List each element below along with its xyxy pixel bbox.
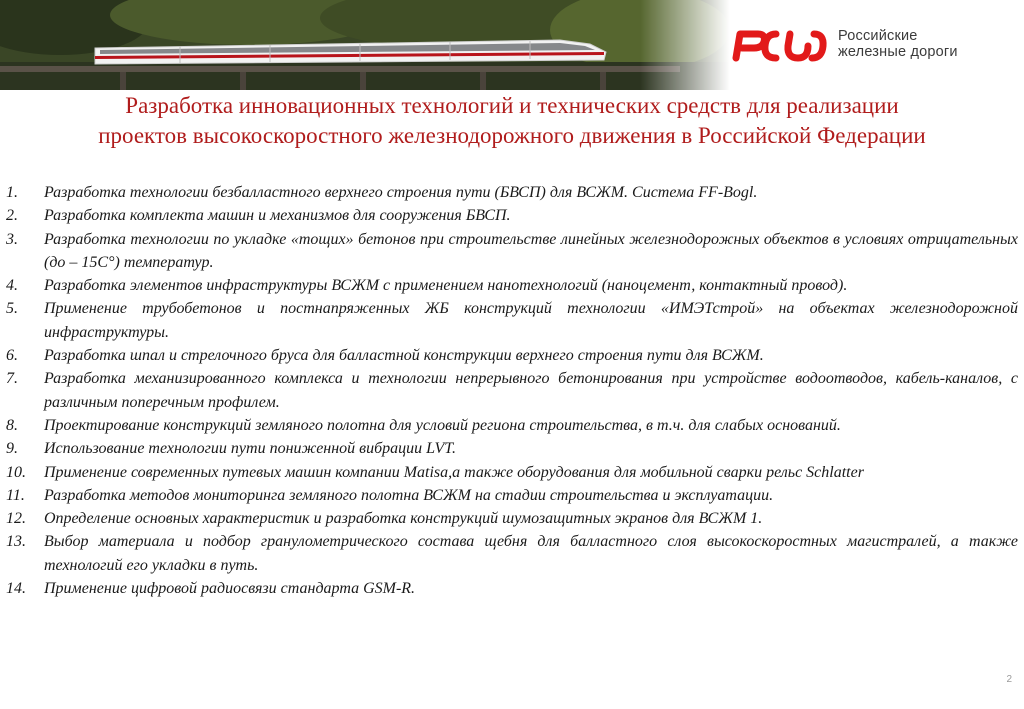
- list-item-number: 12.: [6, 510, 26, 528]
- photo-fade: [640, 0, 730, 90]
- list-item-number: 9.: [6, 440, 18, 458]
- list-item: [6, 414, 1018, 437]
- list-item-number: 14.: [6, 580, 26, 598]
- list-item-number: 1.: [6, 184, 18, 201]
- rzd-logo-mark-icon: [728, 24, 830, 64]
- list-item: [6, 344, 1018, 367]
- list-item: [6, 484, 1018, 507]
- list-item-text: Применение современных путевых машин компании Matisa,а также оборудования для мобильной сварки рельс Schlatter: [44, 463, 864, 481]
- logo-line-2: железные дороги: [838, 44, 958, 60]
- list-item-text: Разработка элементов инфраструктуры ВСЖМ с применением нанотехнологий (наноцемент, контактный провод).: [44, 277, 848, 295]
- list-item-number: 6.: [6, 347, 18, 365]
- list-item: [6, 530, 1018, 577]
- list-item-number: 8.: [6, 416, 18, 434]
- list-item: [6, 297, 1018, 344]
- list-item-number: 13.: [6, 533, 26, 551]
- list-item-number: 5.: [6, 300, 18, 318]
- list-item-number: 11.: [6, 486, 25, 504]
- list-item-number: 3.: [6, 230, 18, 248]
- header-band: [0, 0, 1024, 90]
- list-item: [6, 228, 1018, 275]
- list-item-text: Выбор материала и подбор гранулометрического состава щебня для балластного слоя высокоскоростных магистралей, а также технологий его укладки в путь.: [44, 533, 1018, 574]
- development-list: [6, 181, 1018, 600]
- list-item: [6, 437, 1018, 460]
- list-item: [6, 577, 1018, 600]
- list-item-number: 10.: [6, 463, 26, 481]
- list-item-text: Применение цифровой радиосвязи стандарта GSM-R.: [44, 580, 416, 598]
- train-illustration: [0, 0, 730, 90]
- list-item-text: Разработка методов мониторинга земляного полотна ВСЖМ на стадии строительства и эксплуатации.: [44, 486, 774, 504]
- list-item-text: Использование технологии пути пониженной вибрации LVT.: [44, 440, 456, 458]
- page-number: 2: [1006, 674, 1012, 685]
- list-item-text: Разработка технологии по укладке «тощих» бетонов при строительстве линейных железнодорожных объектов в условиях отрицательных (до – 15С°) температур.: [44, 230, 1018, 271]
- list-item-text: Разработка комплекта машин и механизмов для сооружения БВСП.: [44, 207, 511, 225]
- list-item-text: Проектирование конструкций земляного полотна для условий региона строительства, в т.ч. для слабых оснований.: [44, 416, 841, 434]
- list-item: [6, 461, 1018, 484]
- title-line-1: Разработка инновационных технологий и технических средств для реализации: [125, 93, 899, 118]
- list-item: [6, 507, 1018, 530]
- list-item-number: 2.: [6, 207, 18, 225]
- list-item-number: 4.: [6, 277, 18, 295]
- list-item-text: Разработка механизированного комплекса и технологии непрерывного бетонирования при устройстве водоотводов, кабель-каналов, с различным поперечным профилем.: [44, 370, 1018, 411]
- list-item: [6, 274, 1018, 297]
- logo-line-1: Российские: [838, 28, 918, 44]
- list-item: [6, 181, 1018, 204]
- page-title: [10, 91, 1014, 151]
- rzd-logo: [728, 22, 1008, 66]
- title-line-2: проектов высокоскоростного железнодорожного движения в Российской Федерации: [98, 123, 926, 148]
- train-photo: [0, 0, 730, 90]
- list-item: [6, 204, 1018, 227]
- list-item-number: 7.: [6, 370, 18, 388]
- list-item-text: Определение основных характеристик и разработка конструкций шумозащитных экранов для ВСЖМ 1.: [44, 510, 763, 528]
- list-item-text: Разработка шпал и стрелочного бруса для балластной конструкции верхнего строения пути для ВСЖМ.: [44, 347, 764, 365]
- list-item: [6, 367, 1018, 414]
- list-item-text: Разработка технологии безбалластного верхнего строения пути (БВСП) для ВСЖМ. Система FF-Bogl.: [44, 184, 758, 201]
- list-item-text: Применение трубобетонов и постнапряженных ЖБ конструкций технологии «ИМЭТстрой» на объектах железнодорожной инфраструктуры.: [44, 300, 1018, 341]
